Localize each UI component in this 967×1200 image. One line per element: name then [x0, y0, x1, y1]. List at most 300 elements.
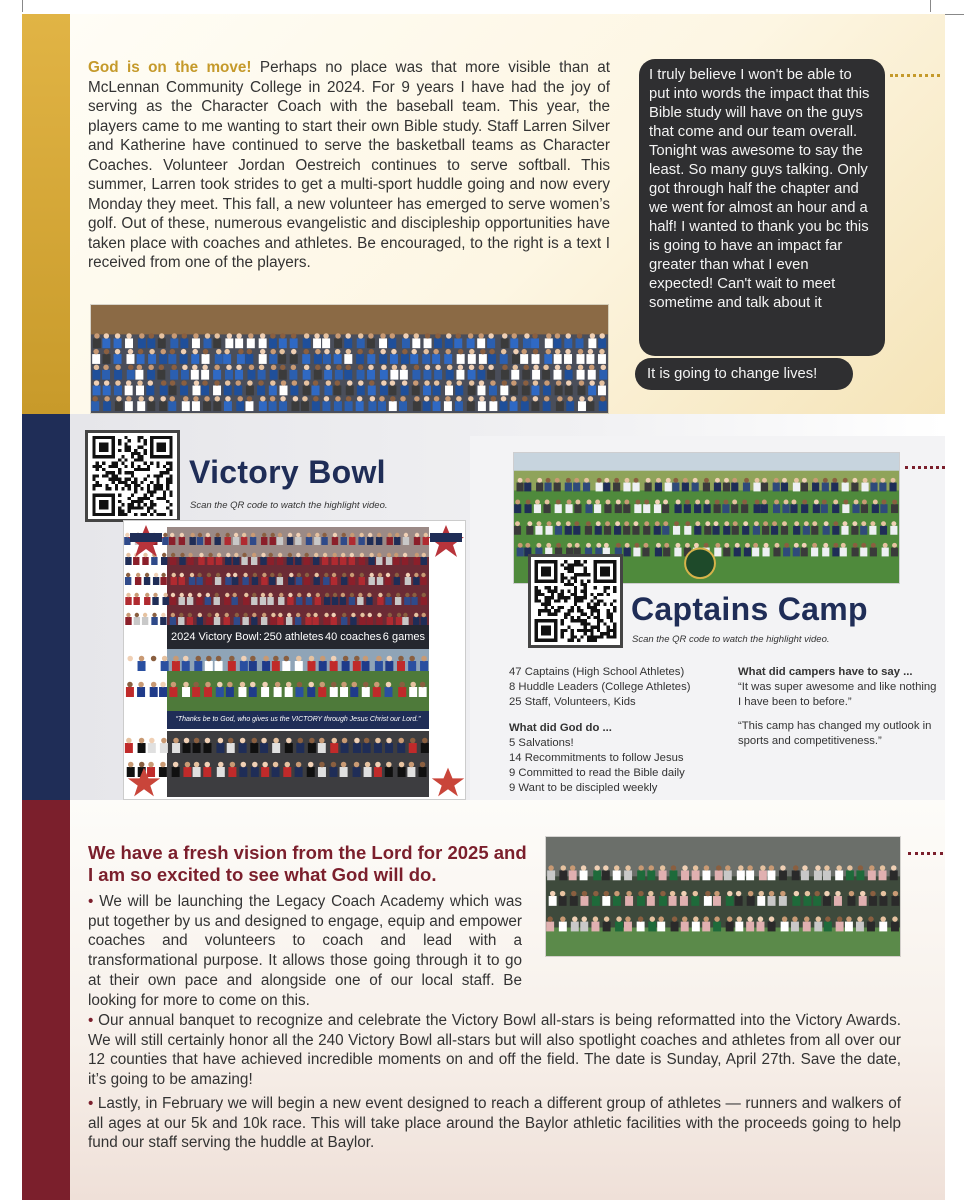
photo-person: [379, 354, 387, 364]
photo-person: [135, 370, 143, 380]
photo-person-head: [567, 543, 572, 548]
photo-person: [335, 370, 343, 380]
photo-person: [852, 548, 859, 557]
photo-person-head: [298, 738, 304, 744]
qr-module: [564, 596, 567, 599]
photo-person: [237, 354, 245, 364]
photo-person-head: [533, 349, 538, 354]
vision-bullet-2: [88, 1011, 901, 1090]
photo-person-head: [597, 478, 602, 483]
photo-person-head: [511, 380, 516, 385]
photo-person-head: [296, 656, 302, 662]
qr-module: [96, 468, 99, 471]
qr-module: [137, 455, 140, 458]
photo-person: [283, 767, 291, 777]
photo-person: [137, 401, 145, 411]
photo-person: [623, 504, 630, 513]
photo-person-head: [595, 500, 600, 505]
photo-person: [267, 597, 273, 605]
photo-person-head: [518, 543, 523, 548]
photo-person-head: [193, 333, 198, 338]
photo-person: [277, 537, 283, 545]
qr-module: [574, 573, 577, 576]
qr-module: [141, 481, 144, 484]
photo-person-head: [658, 916, 663, 921]
photo-person-head: [584, 478, 589, 483]
photo-person: [137, 354, 145, 364]
god-item: 9 Want to be discipled weekly: [509, 782, 658, 795]
photo-person-head: [296, 533, 300, 537]
photo-person: [604, 526, 611, 535]
photo-person-head: [891, 478, 896, 483]
photo-person-head: [588, 349, 593, 354]
photo-person: [179, 537, 185, 545]
photo-person-head: [599, 333, 604, 338]
victory-bowl-qr-code[interactable]: [85, 430, 180, 522]
qr-module: [144, 468, 147, 471]
photo-person-head: [225, 593, 229, 597]
photo-person: [234, 617, 240, 625]
photo-person: [397, 743, 405, 753]
photo-person-head: [368, 365, 373, 370]
photo-person: [312, 401, 320, 411]
photo-person-head: [242, 533, 246, 537]
photo-person-head: [446, 380, 451, 385]
vision-title: We have a fresh vision from the Lord for 2025 and I am so excited to see what God will do.: [88, 842, 527, 885]
photo-person: [385, 767, 393, 777]
photo-person-head: [458, 365, 463, 370]
photo-person-head: [544, 396, 549, 401]
qr-module: [157, 513, 160, 516]
photo-person-head: [847, 865, 852, 870]
photo-person-head: [614, 478, 619, 483]
photo-person: [303, 557, 309, 565]
photo-person: [160, 617, 166, 625]
qr-module: [580, 590, 583, 593]
photo-person: [434, 370, 442, 380]
photo-person-head: [374, 682, 380, 688]
photo-person-head: [149, 349, 154, 354]
photo-person: [308, 743, 316, 753]
photo-person-head: [469, 380, 474, 385]
qr-module: [166, 487, 169, 490]
photo-person: [279, 338, 287, 348]
photo-person: [323, 354, 331, 364]
photo-person: [198, 557, 204, 565]
photo-person-head: [782, 521, 787, 526]
photo-person: [659, 896, 667, 906]
photo-person: [591, 922, 599, 932]
photo-person: [444, 401, 452, 411]
photo-person: [274, 687, 282, 697]
qr-module: [137, 500, 140, 503]
photo-person: [215, 577, 221, 585]
qr-module: [564, 576, 567, 579]
photo-person-head: [491, 396, 496, 401]
vision-bullet-3: [88, 1094, 901, 1153]
photo-person: [556, 401, 564, 411]
photo-person-head: [577, 333, 582, 338]
qr-module: [584, 560, 587, 563]
qr-module: [141, 458, 144, 461]
qr-module: [580, 573, 583, 576]
photo-person-head: [335, 380, 340, 385]
photo-person-head: [589, 380, 594, 385]
photo-person-head: [139, 333, 144, 338]
photo-person-head: [478, 333, 483, 338]
photo-person-head: [502, 333, 507, 338]
photo-person-head: [139, 738, 145, 744]
photo-person-head: [398, 656, 404, 662]
photo-person: [262, 661, 270, 671]
photo-person: [92, 354, 100, 364]
photo-person-head: [333, 533, 337, 537]
photo-person: [402, 338, 410, 348]
photo-person-head: [614, 865, 619, 870]
photo-person-head: [346, 349, 351, 354]
photo-person-head: [870, 891, 875, 896]
photo-person: [359, 577, 365, 585]
photo-person-head: [410, 738, 416, 744]
qr-module: [548, 603, 551, 606]
photo-person-head: [252, 613, 256, 617]
photo-person-head: [286, 738, 292, 744]
qr-module: [137, 468, 140, 471]
photo-person: [214, 597, 220, 605]
photo-person: [891, 922, 899, 932]
photo-person: [781, 483, 788, 492]
photo-person: [445, 338, 453, 348]
banner-coaches: 40 coaches: [324, 631, 382, 643]
qr-module: [157, 497, 160, 500]
photo-person: [532, 354, 540, 364]
photo-person-head: [784, 543, 789, 548]
photo-person: [147, 401, 155, 411]
photo-person-head: [128, 349, 133, 354]
qr-module: [590, 606, 593, 609]
bullet-text: Lastly, in February we will begin a new event designed to reach a different group of athletes — runners and walkers of all ages at our 5k and 10k race. This will take place around the Baylor athletic facilities with the proceeds going to help fund our staff serving the huddle at Baylor.: [88, 1095, 901, 1152]
photo-person: [341, 617, 347, 625]
photo-person: [731, 483, 738, 492]
qr-module: [150, 500, 153, 503]
photo-person: [405, 577, 411, 585]
photo-person: [102, 338, 110, 348]
qr-module: [150, 513, 153, 516]
qr-module: [561, 573, 564, 576]
qr-module: [115, 462, 118, 465]
photo-person: [521, 401, 529, 411]
photo-person: [251, 597, 257, 605]
captains-camp-qr-code[interactable]: [528, 554, 623, 648]
photo-person-head: [526, 500, 531, 505]
photo-person: [487, 370, 495, 380]
qr-module: [584, 622, 587, 625]
photo-person-head: [804, 916, 809, 921]
photo-person: [148, 743, 156, 753]
photo-person-head: [370, 396, 375, 401]
qr-module: [128, 506, 131, 509]
photo-person-head: [324, 573, 328, 577]
photo-person-head: [184, 738, 190, 744]
photo-person-head: [260, 333, 265, 338]
photo-person: [204, 687, 212, 697]
qr-module: [541, 609, 544, 612]
photo-person: [669, 870, 677, 880]
photo-person: [659, 870, 667, 880]
photo-person-head: [386, 573, 390, 577]
photo-person: [647, 896, 655, 906]
photo-person: [247, 338, 255, 348]
photo-person-head: [153, 593, 157, 597]
photo-person: [114, 338, 122, 348]
photo-person-head: [226, 573, 230, 577]
photo-person: [349, 597, 355, 605]
photo-person: [306, 597, 312, 605]
photo-person: [468, 354, 476, 364]
qr-module: [610, 635, 613, 638]
qr-module: [118, 468, 121, 471]
qr-module: [535, 599, 538, 602]
qr-module: [574, 586, 577, 589]
photo-person-head: [308, 682, 314, 688]
qr-module: [144, 513, 147, 516]
photo-person: [239, 767, 247, 777]
qr-module: [169, 513, 172, 516]
qr-module: [147, 490, 150, 493]
photo-person: [586, 401, 594, 411]
photo-person: [684, 504, 691, 513]
photo-person-head: [501, 396, 506, 401]
photo-person-head: [738, 865, 743, 870]
qr-module: [597, 603, 600, 606]
qr-module: [561, 635, 564, 638]
photo-person: [520, 354, 528, 364]
photo-person-head: [226, 365, 231, 370]
qr-module: [567, 626, 570, 629]
huddle-group-photo: [545, 836, 901, 957]
photo-person-head: [655, 500, 660, 505]
photo-person-head: [704, 543, 709, 548]
photo-person-head: [743, 521, 748, 526]
photo-person-head: [271, 613, 275, 617]
photo-person: [479, 354, 487, 364]
photo-person-head: [94, 365, 99, 370]
photo-person: [261, 687, 269, 697]
photo-person-head: [387, 553, 391, 557]
qr-module: [600, 619, 603, 622]
photo-person: [413, 401, 421, 411]
attendance-item: 8 Huddle Leaders (College Athletes): [509, 681, 691, 694]
photo-person-head: [180, 573, 184, 577]
photo-person-head: [769, 916, 774, 921]
photo-person-head: [180, 553, 184, 557]
qr-module: [587, 606, 590, 609]
qr-module: [584, 586, 587, 589]
photo-person-head: [596, 521, 601, 526]
photo-person-head: [288, 533, 292, 537]
photo-person-head: [604, 916, 609, 921]
photo-person-head: [291, 349, 296, 354]
photo-person: [801, 483, 808, 492]
photo-person: [585, 526, 592, 535]
photo-person-head: [126, 380, 131, 385]
qr-module: [535, 596, 538, 599]
photo-person-head: [357, 349, 362, 354]
photo-person-head: [390, 380, 395, 385]
photo-person: [580, 896, 588, 906]
photo-person-head: [350, 553, 354, 557]
photo-person: [189, 577, 195, 585]
photo-person-head: [115, 365, 120, 370]
qr-module: [115, 474, 118, 477]
qr-module: [118, 442, 121, 445]
photo-person-head: [352, 682, 358, 688]
photo-person-head: [296, 553, 300, 557]
photo-person-head: [557, 396, 562, 401]
qr-module: [144, 442, 147, 445]
photo-person-head: [149, 396, 154, 401]
photo-person: [324, 370, 332, 380]
qr-module: [125, 513, 128, 516]
photo-person: [531, 386, 539, 396]
photo-person-head: [273, 738, 279, 744]
qr-module: [141, 446, 144, 449]
photo-person-head: [278, 573, 282, 577]
qr-module: [112, 474, 115, 477]
photo-person-head: [409, 762, 415, 768]
qr-module: [584, 570, 587, 573]
photo-person-head: [693, 916, 698, 921]
photo-person-head: [511, 396, 516, 401]
photo-person: [147, 338, 155, 348]
qr-module: [580, 612, 583, 615]
photo-person: [324, 386, 332, 396]
photo-person: [588, 338, 596, 348]
photo-person-head: [215, 533, 219, 537]
photo-person: [126, 661, 134, 671]
photo-person: [114, 386, 122, 396]
qr-module: [147, 468, 150, 471]
photo-person-head: [823, 543, 828, 548]
photo-person: [279, 370, 287, 380]
photo-person-head: [180, 533, 184, 537]
photo-person-head: [715, 478, 720, 483]
photo-person-head: [308, 762, 314, 768]
god-heading: What did God do ...: [509, 721, 612, 734]
photo-person-head: [305, 573, 309, 577]
photo-person: [791, 922, 799, 932]
photo-person: [424, 338, 432, 348]
qr-module: [538, 590, 541, 593]
photo-person: [891, 548, 898, 557]
photo-person-head: [288, 593, 292, 597]
photo-person-head: [843, 500, 848, 505]
photo-person: [419, 687, 427, 697]
qr-module: [131, 500, 134, 503]
photo-person: [642, 548, 649, 557]
photo-person-head: [893, 891, 898, 896]
photo-person: [91, 401, 99, 411]
qr-module: [613, 590, 616, 593]
photo-person-head: [182, 365, 187, 370]
photo-person: [233, 537, 239, 545]
photo-person-head: [313, 613, 317, 617]
photo-person: [217, 767, 225, 777]
photo-person-head: [555, 365, 560, 370]
vision-bullet-1: [88, 892, 522, 1010]
photo-person-head: [567, 396, 572, 401]
photo-person: [169, 537, 175, 545]
qr-module: [160, 487, 163, 490]
photo-person-head: [425, 333, 430, 338]
photo-person: [401, 354, 409, 364]
photo-person: [890, 870, 898, 880]
attendance-item: 25 Staff, Volunteers, Kids: [509, 696, 636, 709]
photo-person: [224, 401, 232, 411]
qr-module: [590, 593, 593, 596]
photo-person-head: [532, 333, 537, 338]
photo-person-head: [892, 543, 897, 548]
photo-person-head: [115, 349, 120, 354]
photo-person: [792, 870, 800, 880]
photo-person: [578, 386, 586, 396]
qr-module: [128, 471, 131, 474]
photo-person: [813, 504, 820, 513]
qr-module: [150, 503, 153, 506]
photo-person-head: [705, 500, 710, 505]
photo-person-head: [400, 396, 405, 401]
photo-person: [134, 617, 140, 625]
photo-person: [125, 597, 131, 605]
photo-person: [403, 537, 409, 545]
qr-module: [544, 596, 547, 599]
photo-person-head: [387, 656, 393, 662]
qr-module: [597, 612, 600, 615]
photo-person: [832, 504, 839, 513]
photo-person: [846, 870, 854, 880]
qr-module: [587, 580, 590, 583]
qr-module: [153, 474, 156, 477]
photo-person-head: [194, 762, 200, 768]
qr-module: [584, 583, 587, 586]
photo-person: [201, 370, 209, 380]
photo-person-head: [342, 613, 346, 617]
photo-person-head: [198, 533, 202, 537]
photo-person-head: [703, 916, 708, 921]
photo-person-head: [270, 396, 275, 401]
photo-person-head: [782, 916, 787, 921]
photo-person-head: [253, 573, 257, 577]
photo-person: [662, 526, 669, 535]
photo-person-head: [792, 500, 797, 505]
photo-person-head: [547, 521, 552, 526]
qr-module: [590, 609, 593, 612]
qr-module: [99, 465, 102, 468]
qr-module: [561, 563, 564, 566]
photo-person-head: [836, 865, 841, 870]
photo-person: [511, 370, 519, 380]
photo-person-head: [104, 333, 109, 338]
photo-person: [277, 617, 283, 625]
photo-person-head: [693, 891, 698, 896]
photo-person-head: [693, 865, 698, 870]
photo-person: [225, 557, 231, 565]
qr-module: [128, 484, 131, 487]
photo-person-head: [555, 478, 560, 483]
photo-person: [205, 537, 211, 545]
photo-person: [851, 483, 858, 492]
photo-person: [602, 870, 610, 880]
